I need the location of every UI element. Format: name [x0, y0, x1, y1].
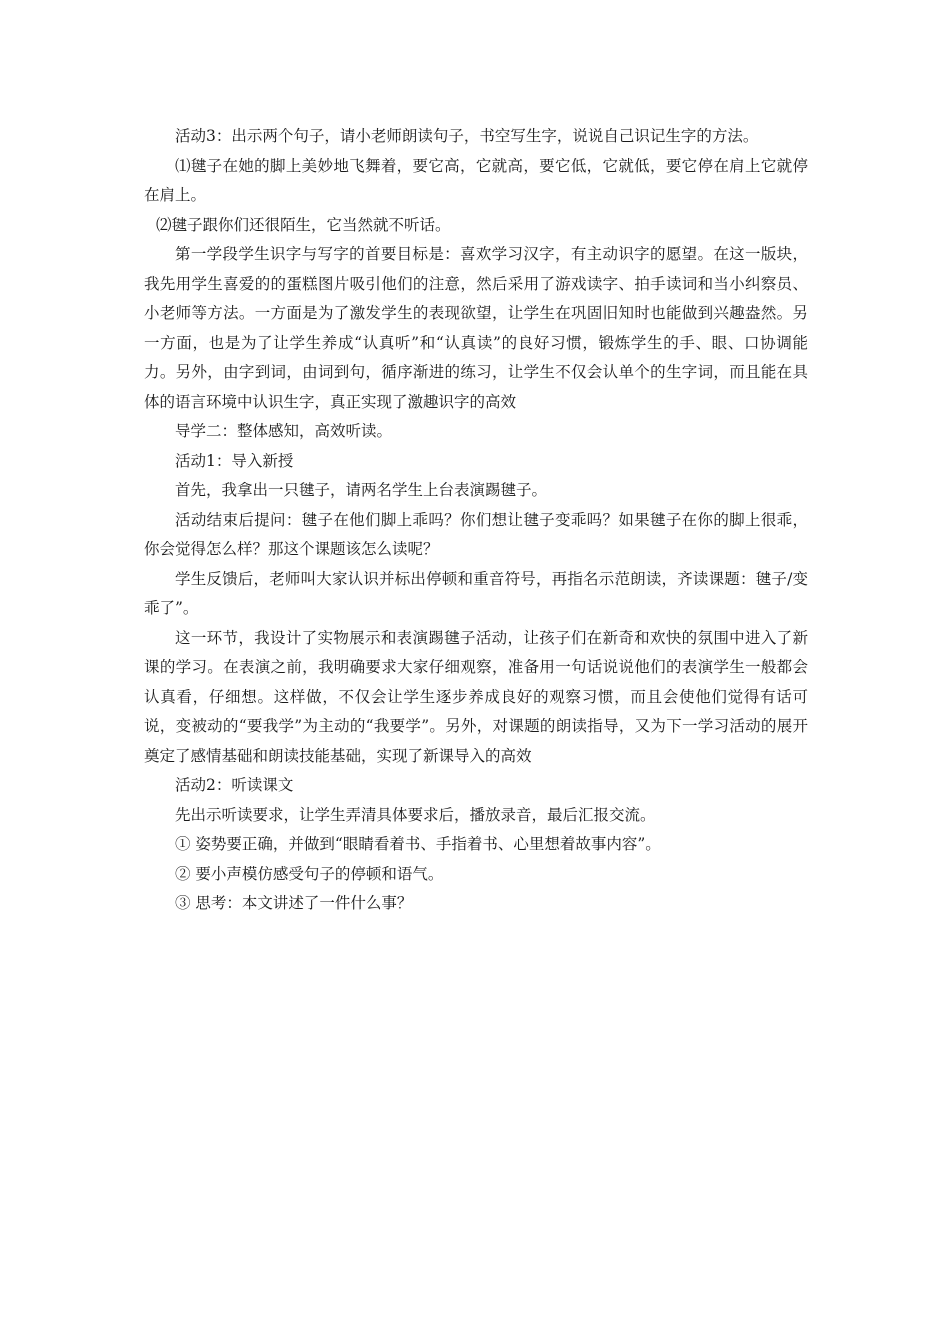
paragraph-literacy-goal: 第一学段学生识字与写字的首要目标是：喜欢学习汉字，有主动识字的愿望。在这一版块，我先用学生喜爱的的蛋糕图片吸引他们的注意，然后采用了游戏读字、拍手读词和当小纠察员、小老师等方法。一方面是为了激发学生的表现欲望，让学生在巩固旧知时也能做到兴趣盎然。另一方面，也是为了让学生养成“认真听”和“认真读”的良好习惯，锻炼学生的手、眼、口协调能力。另外，由字到词，由词到句，循序渐进的练习，让学生不仅会认单个的生字词，而且能在具体的语言环境中认识生字，真正实现了激趣识字的高效 — [144, 245, 808, 411]
paragraph-activity3: 活动3：出示两个句子，请小老师朗读句子，书空写生字，说说自己识记生字的方法。 — [175, 127, 759, 145]
paragraph-section-heading: 导学二：整体感知，高效听读。 — [175, 422, 393, 440]
paragraph-activity1-title: 活动1：导入新授 — [175, 451, 294, 470]
paragraph-activity2-intro: 先出示听读要求，让学生弄清具体要求后，播放录音，最后汇报交流。 — [175, 805, 656, 824]
paragraph-activity1-intro: 首先，我拿出一只毽子，请两名学生上台表演踢毽子。 — [175, 481, 548, 499]
list-item-requirement-3: ③ 思考：本文讲述了一件什么事？ — [175, 894, 413, 912]
paragraph-sentence2: ⑵毽子跟你们还很陌生，它当然就不听话。 — [156, 215, 451, 234]
paragraph-questions: 活动结束后提问：毽子在他们脚上乖吗？你们想让毽子变乖吗？如果毽子在你的脚上很乖，你会觉得怎么样？那这个课题该怎么读呢？ — [144, 510, 808, 558]
paragraph-sentence1: ⑴毽子在她的脚上美妙地飞舞着，要它高，它就高，要它低，它就低，要它停在肩上它就停在肩上。 — [144, 156, 808, 204]
list-item-requirement-1: ① 姿势要正确，并做到“眼睛看着书、手指着书、心里想着故事内容”。 — [175, 835, 661, 853]
paragraph-feedback: 学生反馈后，老师叫大家认识并标出停顿和重音符号，再指名示范朗读，齐读课题：毽子/变乖了”。 — [144, 569, 808, 617]
document-page — [144, 122, 808, 919]
paragraph-activity2-title: 活动2：听读课文 — [175, 776, 294, 794]
paragraph-design-rationale: 这一环节，我设计了实物展示和表演踢毽子活动，让孩子们在新奇和欢快的氛围中进入了新课的学习。在表演之前，我明确要求大家仔细观察，准备用一句话说说他们的表演学生一般都会认真看，仔细想。这样做，不仅会让学生逐步养成良好的观察习惯，而且会使他们觉得有话可说，变被动的“要我学”为主动的“我要学”。另外，对课题的朗读指导，又为下一学习活动的展开奠定了感情基础和朗读技能基础，实现了新课导入的高效 — [144, 628, 808, 765]
list-item-requirement-2: ② 要小声模仿感受句子的停顿和语气。 — [175, 864, 444, 883]
